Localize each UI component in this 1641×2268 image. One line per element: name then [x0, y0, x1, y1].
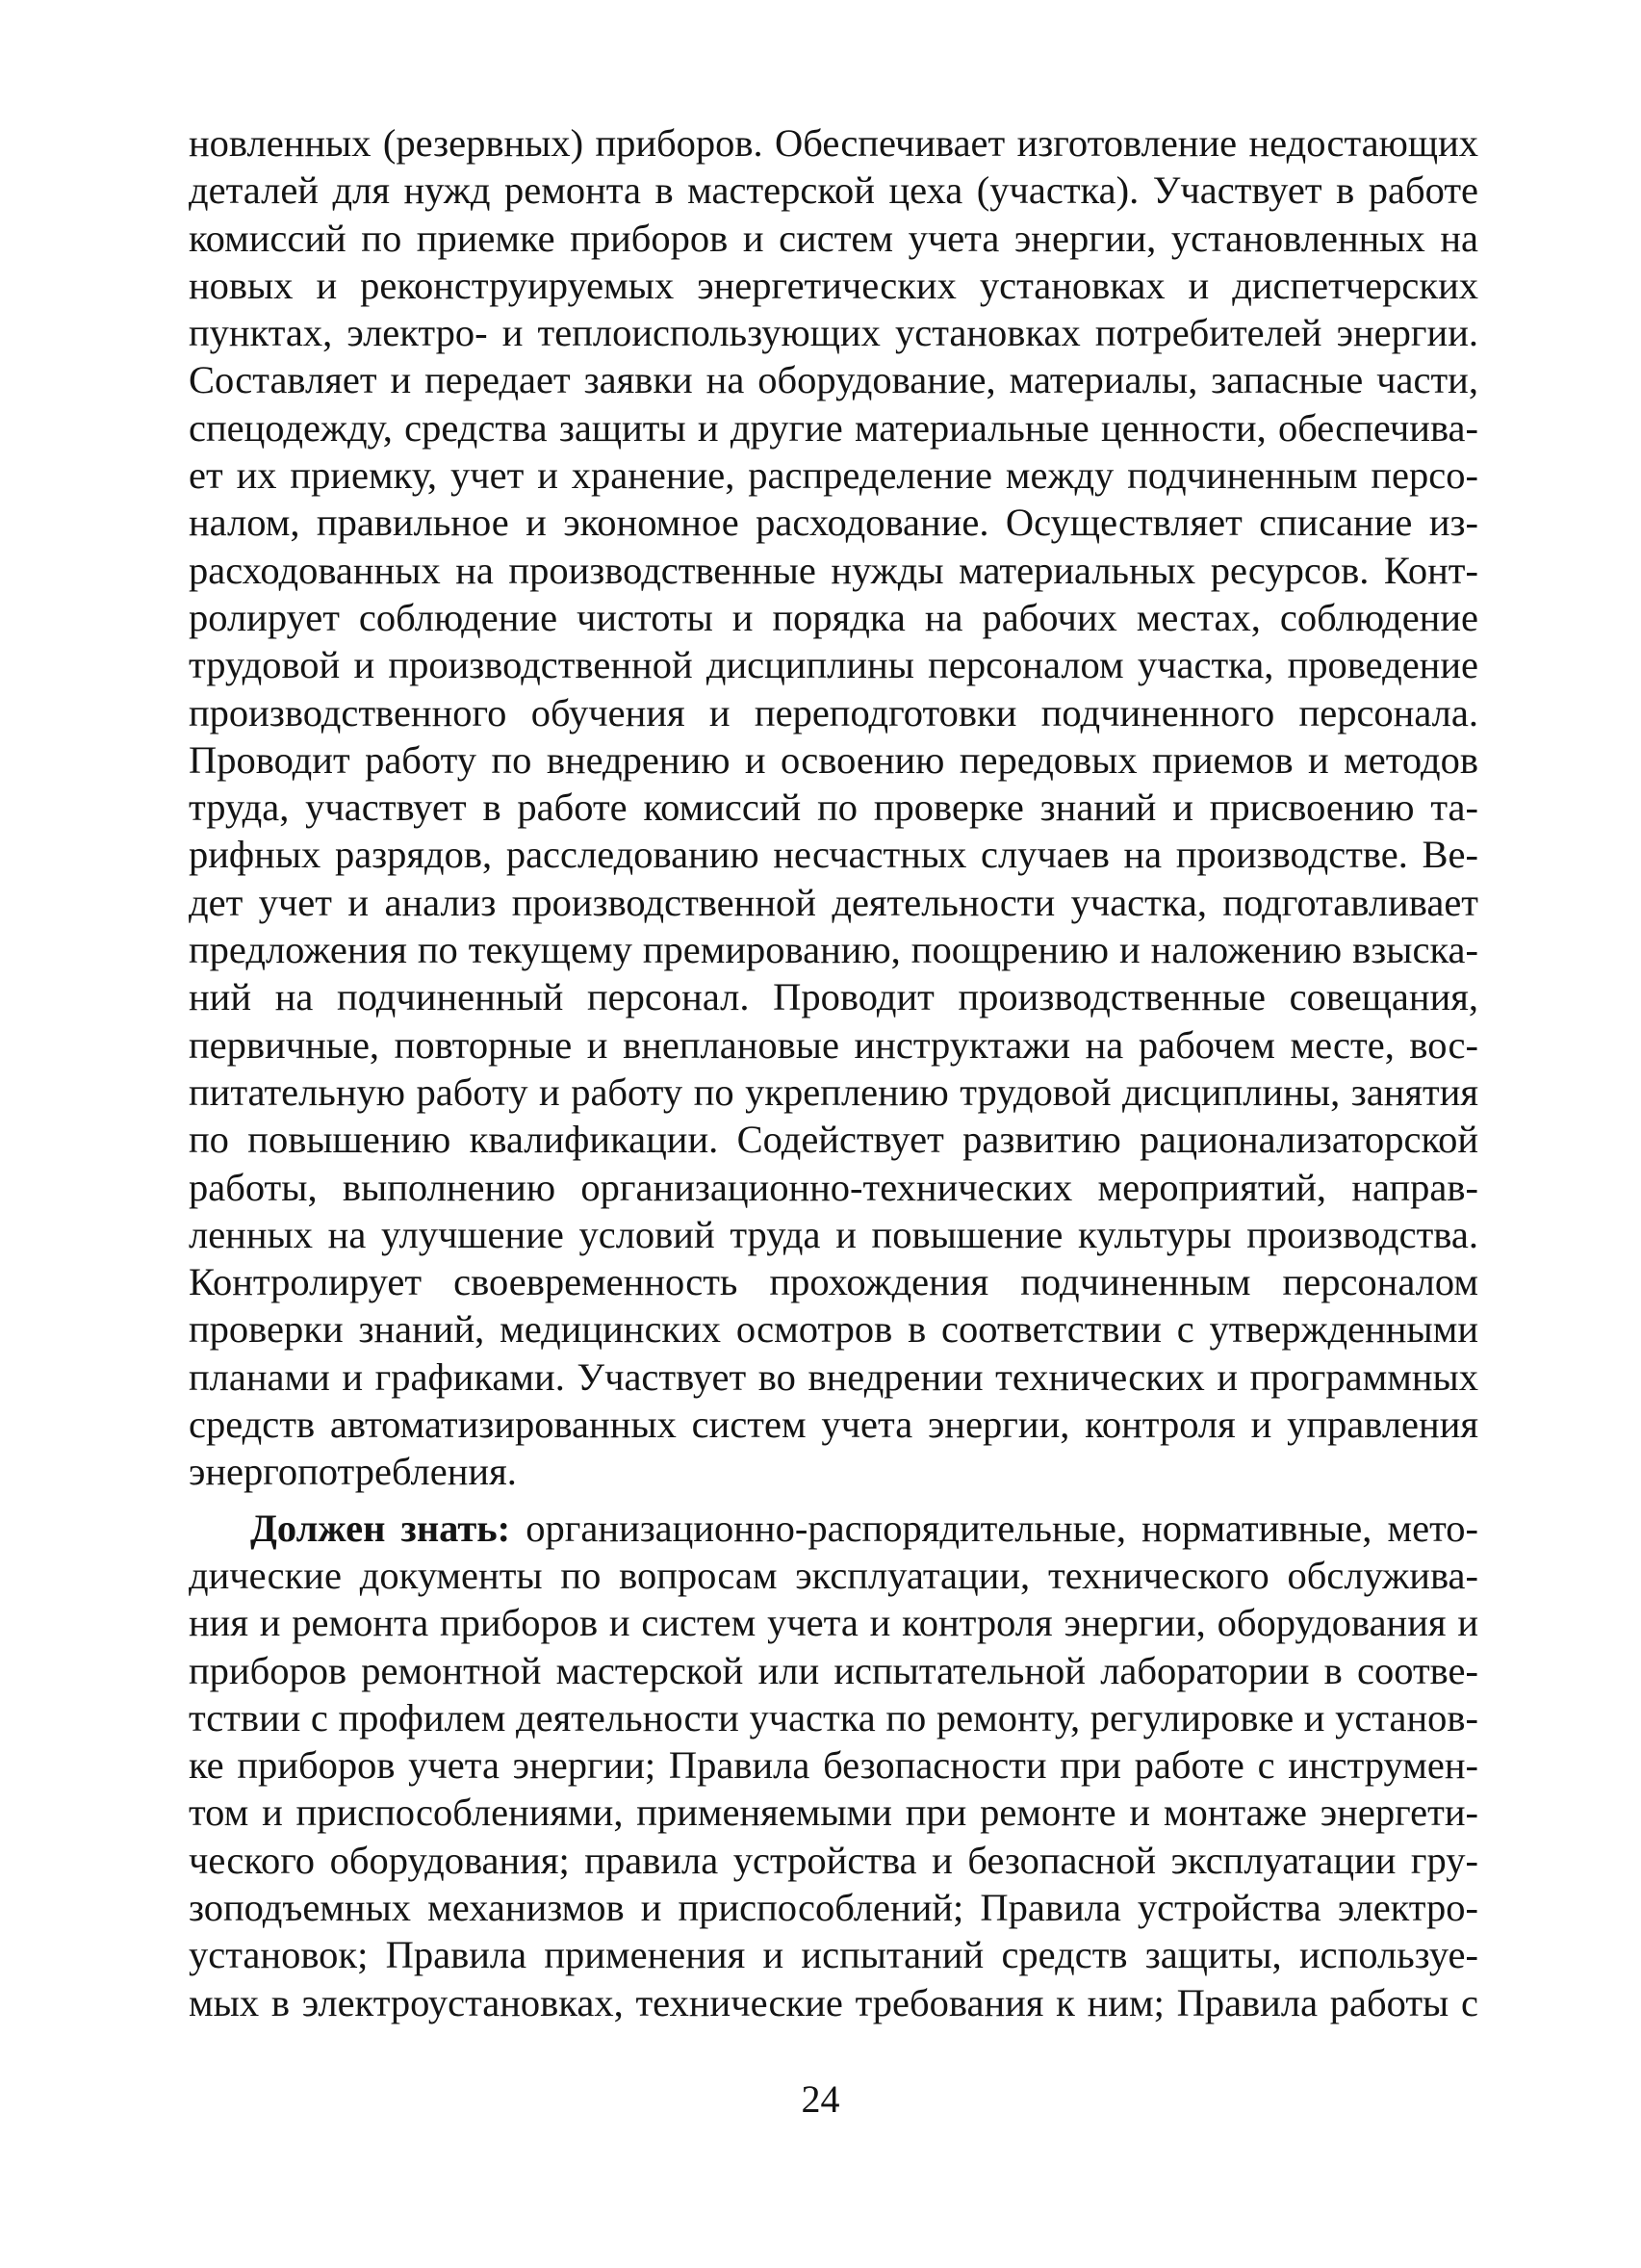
heading-continuation: организационно-распорядительные, нормативные, мето- — [510, 1506, 1478, 1550]
text-line: работы, выполнению организационно-технических мероприятий, направ- — [189, 1165, 1478, 1209]
paragraph-spacer — [189, 1496, 1478, 1505]
text-line: установок; Правила применения и испытаний средств защиты, используе- — [189, 1933, 1478, 1977]
text-line: по повышению квалификации. Содействует развитию рационализаторской — [189, 1118, 1478, 1162]
text-line: Контролирует своевременность прохождения подчиненным персоналом — [189, 1260, 1478, 1304]
text-line: пунктах, электро- и теплоиспользующих установках потребителей энергии. — [189, 311, 1478, 355]
text-line: новленных (резервных) приборов. Обеспечивает изготовление недостающих — [189, 121, 1478, 165]
text-line: проверки знаний, медицинских осмотров в соответствии с утвержденными — [189, 1307, 1478, 1352]
text-line: ческого оборудования; правила устройства и безопасной эксплуатации гру- — [189, 1838, 1478, 1882]
text-line: ролирует соблюдение чистоты и порядка на рабочих местах, соблюдение — [189, 595, 1478, 639]
text-line: производственного обучения и переподготовки подчиненного персонала. — [189, 690, 1478, 735]
page-number: 24 — [801, 2077, 840, 2121]
text-line: мых в электроустановках, технические требования к ним; Правила работы с — [189, 1980, 1478, 2024]
text-line: новых и реконструируемых энергетических установках и диспетчерских — [189, 263, 1478, 307]
text-line: средств автоматизированных систем учета энергии, контроля и управления — [189, 1403, 1478, 1447]
text-line: ет их приемку, учет и хранение, распределение между подчиненным персо- — [189, 453, 1478, 498]
text-line: Составляет и передает заявки на оборудование, материалы, запасные части, — [189, 358, 1478, 402]
text-line: ний на подчиненный персонал. Проводит производственные совещания, — [189, 975, 1478, 1019]
text-line: деталей для нужд ремонта в мастерской цеха (участка). Участвует в работе — [189, 168, 1478, 213]
text-line: энергопотребления. — [189, 1450, 517, 1494]
paragraph-1 — [189, 119, 1478, 1496]
text-line: первичные, повторные и внеплановые инструктажи на рабочем месте, вос- — [189, 1022, 1478, 1067]
text-line: зоподъемных механизмов и приспособлений; Правила устройства электро- — [189, 1885, 1478, 1929]
text-line: комиссий по приемке приборов и систем учета энергии, установленных на — [189, 216, 1478, 260]
text-line: предложения по текущему премированию, поощрению и наложению взыска- — [189, 928, 1478, 972]
text-line: питательную работу и работу по укреплению трудовой дисциплины, занятия — [189, 1070, 1478, 1114]
text-line: расходованных на производственные нужды материальных ресурсов. Конт- — [189, 548, 1478, 592]
text-line: тствии с профилем деятельности участка по ремонту, регулировке и установ- — [189, 1695, 1478, 1740]
text-line: рифных разрядов, расследованию несчастных случаев на производстве. Ве- — [189, 833, 1478, 877]
text-line: приборов ремонтной мастерской или испытательной лаборатории в соотве- — [189, 1648, 1478, 1692]
text-line: ке приборов учета энергии; Правила безопасности при работе с инструмен- — [189, 1743, 1478, 1788]
text-line: планами и графиками. Участвует во внедрении технических и программных — [189, 1354, 1478, 1399]
paragraph-2 — [189, 1505, 1478, 2026]
text-line: налом, правильное и экономное расходование. Осуществляет списание из- — [189, 501, 1478, 545]
text-line: спецодежду, средства защиты и другие материальные ценности, обеспечива- — [189, 405, 1478, 450]
text-line: дет учет и анализ производственной деятельности участка, подготавливает — [189, 880, 1478, 924]
body-text — [189, 119, 1478, 2026]
text-line: ленных на улучшение условий труда и повышение культуры производства. — [189, 1212, 1478, 1256]
text-line: трудовой и производственной дисциплины персоналом участка, проведение — [189, 643, 1478, 687]
text-line: том и приспособлениями, применяемыми при ремонте и монтаже энергети- — [189, 1791, 1478, 1835]
section-heading: Должен знать: — [250, 1506, 511, 1550]
text-line: труда, участвует в работе комиссий по проверке знаний и присвоению та- — [189, 786, 1478, 830]
text-line: дические документы по вопросам эксплуатации, технического обслужива- — [189, 1553, 1478, 1597]
text-line: Проводит работу по внедрению и освоению передовых приемов и методов — [189, 737, 1478, 782]
text-line: ния и ремонта приборов и систем учета и контроля энергии, оборудования и — [189, 1601, 1478, 1645]
text-line — [189, 1505, 1478, 1552]
